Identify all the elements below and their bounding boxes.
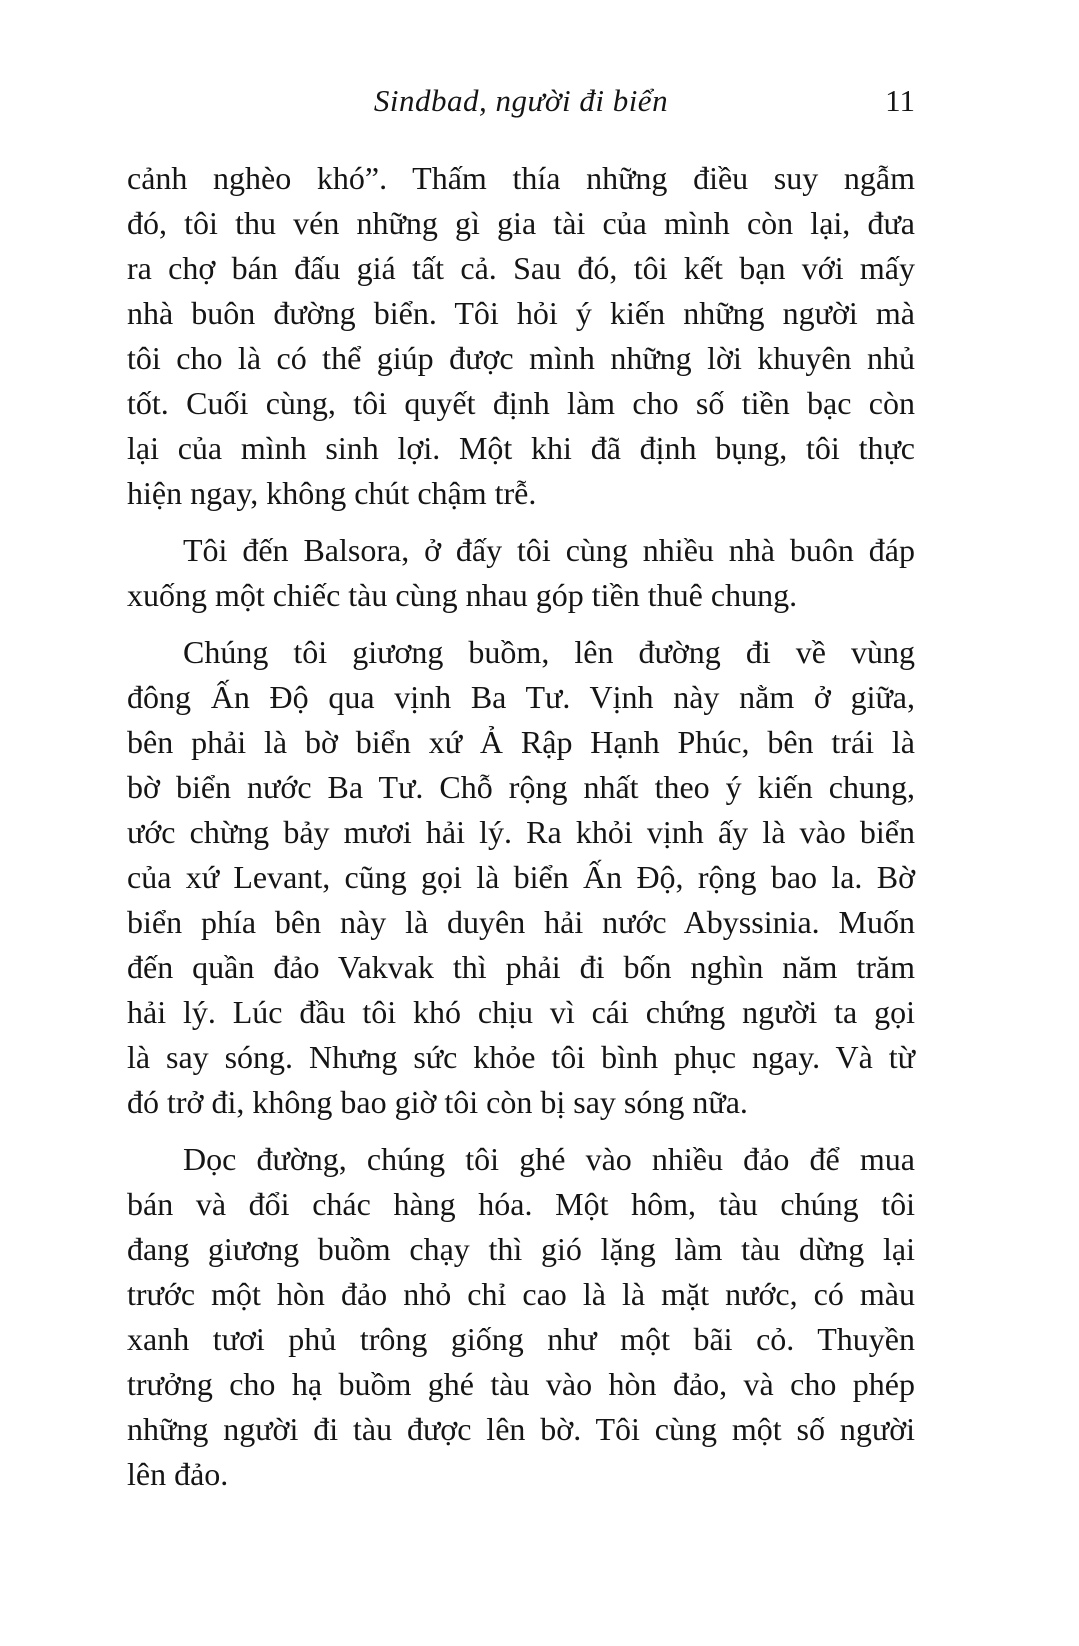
- text-line: hải lý. Lúc đầu tôi khó chịu vì cái chứng người ta gọi: [127, 994, 915, 1030]
- paragraph: [127, 1137, 915, 1497]
- text-line: Dọc đường, chúng tôi ghé vào nhiều đảo để mua: [183, 1141, 915, 1177]
- text-line: Chúng tôi giương buồm, lên đường đi về vùng: [183, 634, 915, 670]
- text-line: đến quần đảo Vakvak thì phải đi bốn nghìn năm trăm: [127, 949, 915, 985]
- text-line: ra chợ bán đấu giá tất cả. Sau đó, tôi kết bạn với mấy: [127, 250, 915, 286]
- text-line: Tôi đến Balsora, ở đấy tôi cùng nhiều nhà buôn đáp: [183, 532, 915, 568]
- text-line: trước một hòn đảo nhỏ chỉ cao là là mặt nước, có màu: [127, 1276, 915, 1312]
- text-line: ước chừng bảy mươi hải lý. Ra khỏi vịnh ấy là vào biển: [127, 814, 915, 850]
- text-line: cảnh nghèo khó”. Thấm thía những điều suy ngẫm: [127, 160, 915, 196]
- text-line: lại của mình sinh lợi. Một khi đã định bụng, tôi thực: [127, 430, 915, 466]
- text-line: xanh tươi phủ trông giống như một bãi cỏ. Thuyền: [127, 1321, 915, 1357]
- text-line: bờ biển nước Ba Tư. Chỗ rộng nhất theo ý kiến chung,: [127, 769, 915, 805]
- text-line: xuống một chiếc tàu cùng nhau góp tiền thuê chung.: [127, 577, 798, 613]
- text-line: đông Ấn Độ qua vịnh Ba Tư. Vịnh này nằm ở giữa,: [127, 679, 915, 715]
- page-header: [127, 82, 915, 124]
- text-line: là say sóng. Nhưng sức khỏe tôi bình phục ngay. Và từ: [127, 1039, 915, 1075]
- text-line: biển phía bên này là duyên hải nước Abyssinia. Muốn: [127, 904, 915, 940]
- paragraph: [127, 528, 915, 618]
- text-line: đó, tôi thu vén những gì gia tài của mình còn lại, đưa: [127, 205, 915, 241]
- text-line: tôi cho là có thể giúp được mình những lời khuyên nhủ: [127, 340, 915, 376]
- text-line: lên đảo.: [127, 1456, 229, 1492]
- text-line: những người đi tàu được lên bờ. Tôi cùng một số người: [127, 1411, 915, 1447]
- paragraph: [127, 630, 915, 1125]
- text-line: đó trở đi, không bao giờ tôi còn bị say sóng nữa.: [127, 1084, 748, 1120]
- text-line: đang giương buồm chạy thì gió lặng làm tàu dừng lại: [127, 1231, 915, 1267]
- paragraph: [127, 156, 915, 516]
- text-line: tốt. Cuối cùng, tôi quyết định làm cho số tiền bạc còn: [127, 385, 915, 421]
- body-text: [127, 156, 915, 1497]
- page-number: 11: [885, 83, 915, 118]
- text-line: trưởng cho hạ buồm ghé tàu vào hòn đảo, và cho phép: [127, 1366, 915, 1402]
- text-line: bán và đổi chác hàng hóa. Một hôm, tàu chúng tôi: [127, 1186, 915, 1222]
- text-line: hiện ngay, không chút chậm trễ.: [127, 475, 537, 511]
- text-line: của xứ Levant, cũng gọi là biển Ấn Độ, rộng bao la. Bờ: [127, 859, 915, 895]
- running-title: Sindbad, người đi biển: [373, 83, 669, 118]
- text-line: bên phải là bờ biển xứ Ả Rập Hạnh Phúc, bên trái là: [127, 724, 915, 760]
- text-line: nhà buôn đường biển. Tôi hỏi ý kiến những người mà: [127, 295, 915, 331]
